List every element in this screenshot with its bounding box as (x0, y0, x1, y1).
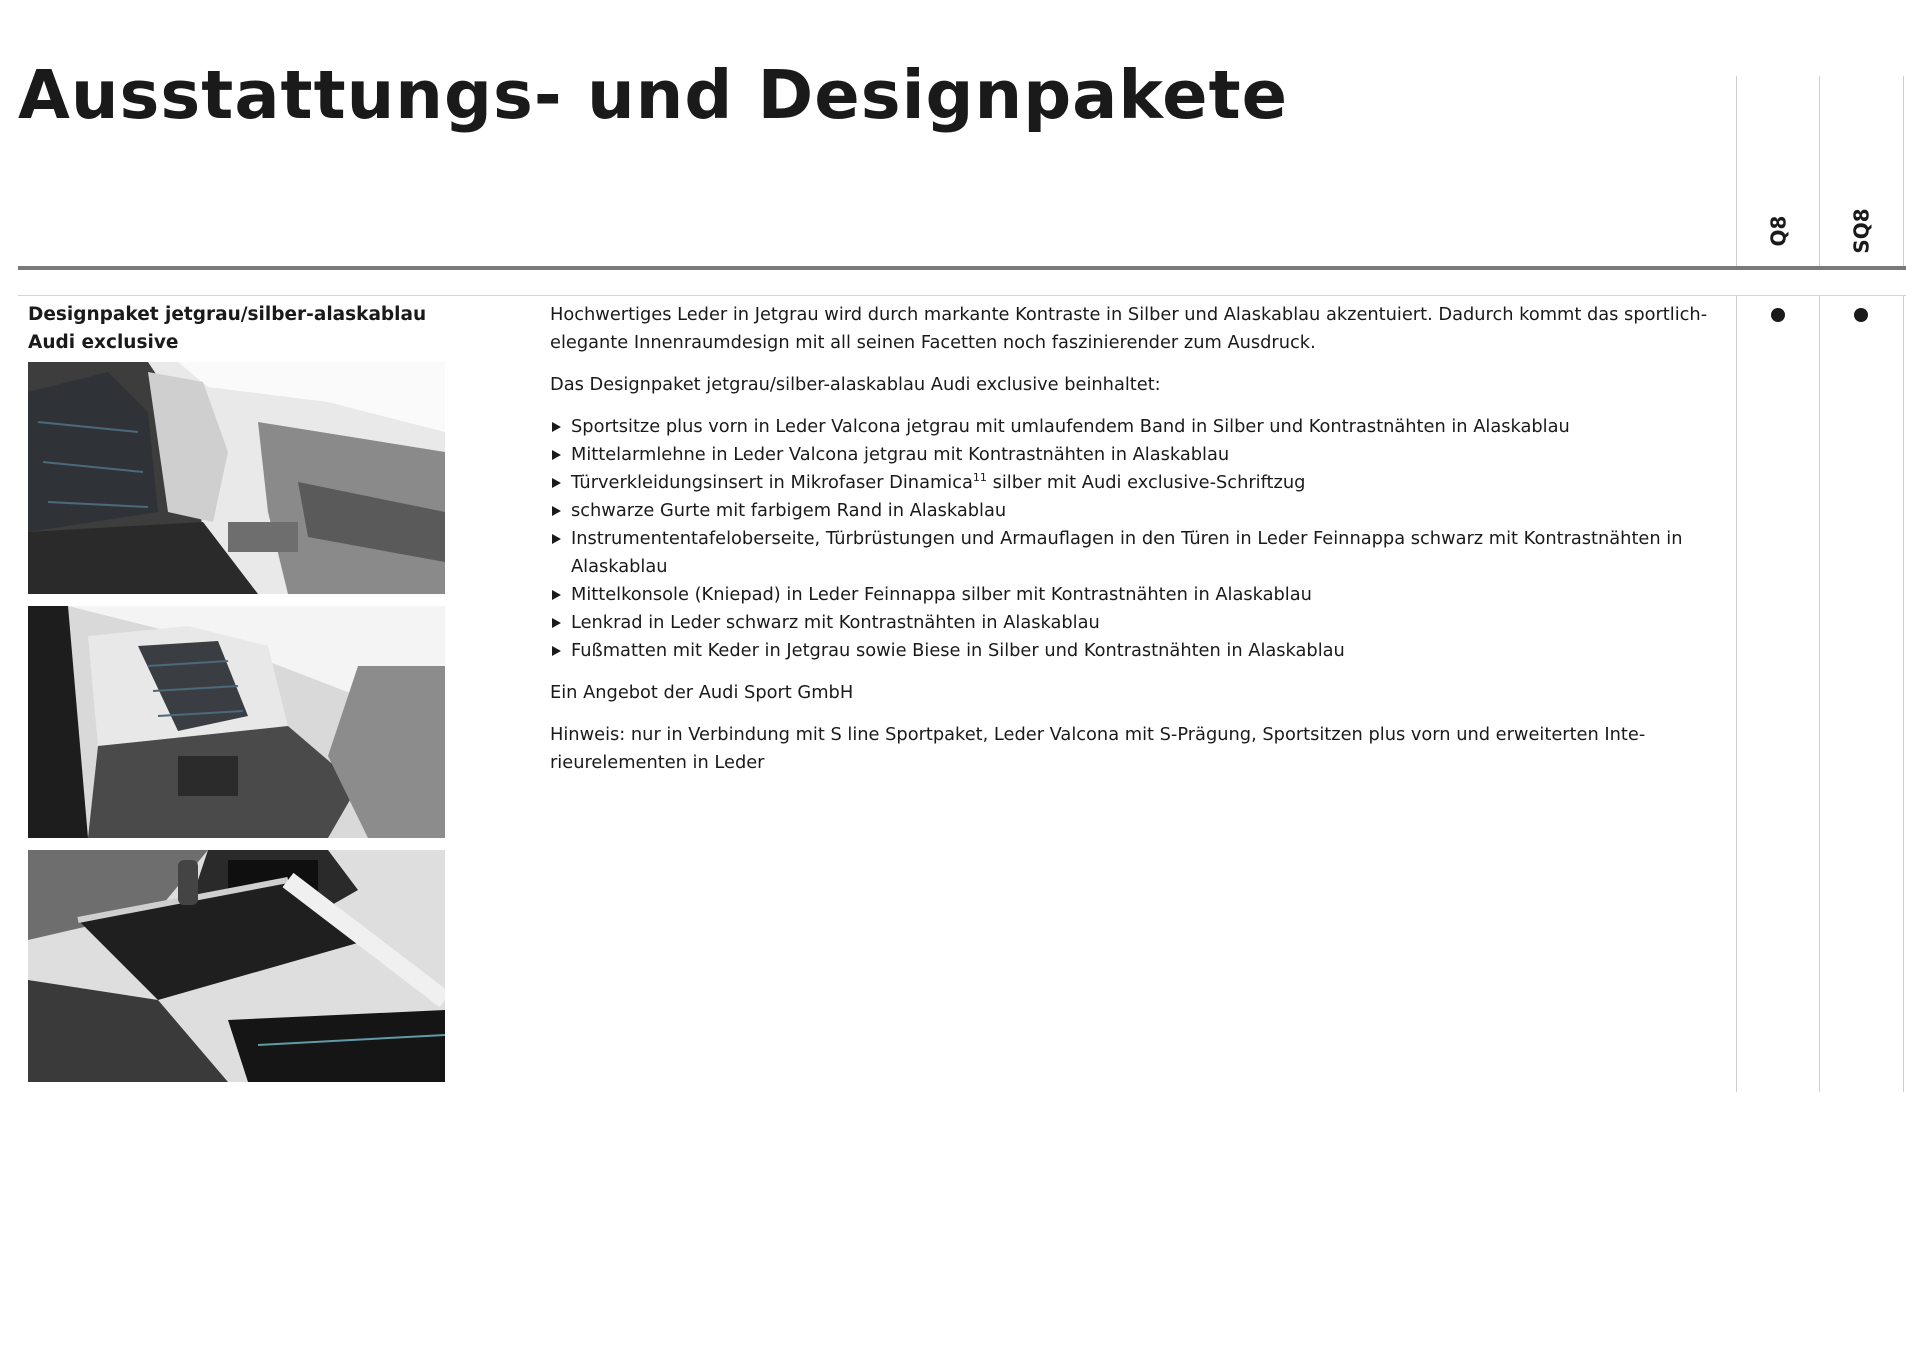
list-item: Mittelkonsole (Kniepad) in Leder Feinnappa silber mit Kontrastnähten in Alaskablau (550, 581, 1730, 609)
list-item: Instrumententafeloberseite, Türbrüstungen und Armauflagen in den Türen in Leder Feinnappa schwarz mit Kontrastnähten in Alaskablau (550, 525, 1730, 581)
list-item: Fußmatten mit Keder in Jetgrau sowie Biese in Silber und Kontrastnähten in Alaskablau (550, 637, 1730, 665)
page-title: Ausstattungs- und Designpakete (18, 56, 1289, 134)
list-item: Mittelarmlehne in Leder Valcona jetgrau mit Kontrastnähten in Alaskablau (550, 441, 1730, 469)
list-item-text: silber mit Audi exclusive-Schriftzug (986, 472, 1306, 493)
package-description (550, 301, 1730, 791)
package-name (28, 301, 448, 357)
note-text: Hinweis: nur in Verbindung mit S line Sportpaket, Leder Valcona mit S-Prägung, Sportsitzen plus vorn und erweiterten Inte-rieurelementen in Leder (550, 724, 1646, 773)
center-console-photo (28, 850, 445, 1082)
header-rule (18, 266, 1906, 270)
list-item (550, 469, 1730, 497)
standard-equipment-dot-sq8 (1854, 308, 1868, 322)
includes-heading: Das Designpaket jetgrau/silber-alaskablau Audi exclusive beinhaltet: (550, 374, 1161, 395)
column-header-q8 (1737, 196, 1820, 266)
includes-list (550, 413, 1730, 665)
list-item-text: Türverkleidungsinsert in Mikrofaser Dinamica (571, 472, 973, 493)
column-divider (1903, 296, 1904, 1092)
package-name-line: Designpaket jetgrau/silber-alaskablau (28, 304, 427, 325)
list-item: schwarze Gurte mit farbigem Rand in Alaskablau (550, 497, 1730, 525)
column-divider (1819, 296, 1820, 1092)
row-rule (18, 295, 1906, 296)
intro-text: Hochwertiges Leder in Jetgrau wird durch markante Kontraste in Silber und Alaskablau akzentuiert. Dadurch kommt das sportlich-elegante Innenraumdesign mit all seinen Facetten noch faszinierender zum Ausdruck. (550, 304, 1708, 353)
column-divider (1736, 296, 1737, 1092)
list-item: Lenkrad in Leder schwarz mit Kontrastnähten in Alaskablau (550, 609, 1730, 637)
standard-equipment-dot-q8 (1771, 308, 1785, 322)
package-name-line: Audi exclusive (28, 332, 179, 353)
column-divider (1903, 76, 1904, 266)
interior-rear-seats-photo (28, 606, 445, 838)
interior-front-seats-photo (28, 362, 445, 594)
column-header-sq8 (1820, 196, 1903, 266)
footnote-ref: 11 (972, 471, 987, 485)
column-header-label: Q8 (1766, 215, 1791, 247)
offer-text: Ein Angebot der Audi Sport GmbH (550, 682, 854, 703)
column-header-label: SQ8 (1849, 208, 1874, 254)
list-item: Sportsitze plus vorn in Leder Valcona jetgrau mit umlaufendem Band in Silber und Kontrastnähten in Alaskablau (550, 413, 1730, 441)
